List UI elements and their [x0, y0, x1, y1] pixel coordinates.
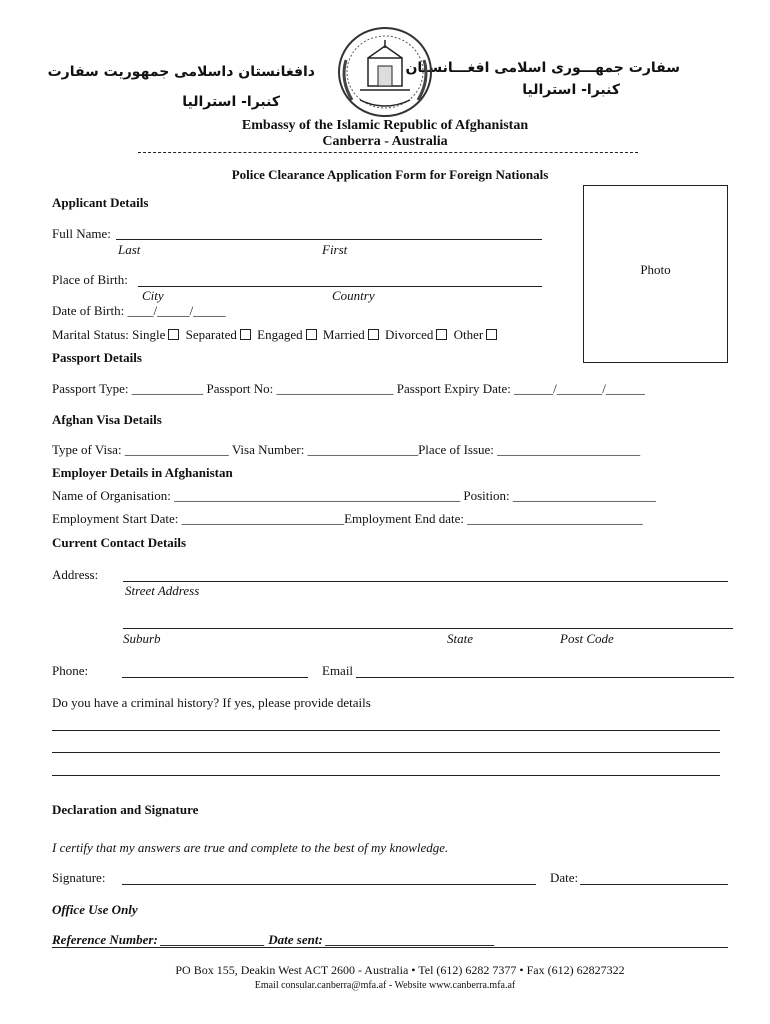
- last-name-caption: Last: [118, 242, 141, 257]
- marital-option-single: Single: [132, 327, 166, 342]
- signature-field[interactable]: [122, 884, 536, 885]
- office-use-heading: Office Use Only: [52, 902, 138, 917]
- postcode-caption: Post Code: [560, 631, 614, 646]
- visa-details-heading: Afghan Visa Details: [52, 412, 162, 427]
- visa-fields[interactable]: Type of Visa: ________________ Visa Number: _________________Place of Issue: ______________________: [52, 442, 641, 457]
- single-checkbox[interactable]: [168, 329, 179, 340]
- photo-label: Photo: [640, 262, 671, 277]
- marital-option-divorced: Divorced: [385, 327, 434, 342]
- country-caption: Country: [332, 288, 375, 303]
- passport-fields[interactable]: Passport Type: ___________ Passport No: __________________ Passport Expiry Date: ______/_______/______: [52, 381, 645, 396]
- office-reference-fields[interactable]: Reference Number: ________________ Date sent: __________________________: [52, 932, 496, 947]
- full-name-label: Full Name:: [52, 226, 111, 241]
- separated-checkbox[interactable]: [240, 329, 251, 340]
- place-of-birth-label: Place of Birth:: [52, 272, 128, 287]
- full-name-field[interactable]: [116, 239, 542, 240]
- organisation-fields[interactable]: Name of Organisation: ____________________________________________ Position: ______________________: [52, 488, 656, 503]
- right-persian-heading: سفارت جمهـــوری اسلامی افغـــانستان: [405, 60, 680, 76]
- marital-status-label: Marital Status:: [52, 327, 129, 342]
- left-persian-heading: دافغانستان داسلامی جمهوریت سفارت: [47, 64, 315, 80]
- date-label: Date:: [550, 870, 579, 885]
- other-checkbox[interactable]: [486, 329, 497, 340]
- passport-details-heading: Passport Details: [52, 350, 142, 365]
- date-field[interactable]: [580, 884, 728, 885]
- phone-label: Phone:: [52, 663, 89, 678]
- engaged-checkbox[interactable]: [306, 329, 317, 340]
- email-label: Email: [322, 663, 354, 678]
- employment-date-fields[interactable]: Employment Start Date: _________________________Employment End date: ___________________________: [52, 511, 643, 526]
- street-address-field[interactable]: [123, 581, 728, 582]
- form-title: Police Clearance Application Form for Foreign Nationals: [231, 167, 549, 182]
- footer-address: PO Box 155, Deakin West ACT 2600 - Australia • Tel (612) 6282 7377 • Fax (612) 62827322: [175, 963, 625, 977]
- date-of-birth-field[interactable]: Date of Birth: ____/_____/_____: [52, 303, 226, 318]
- marital-option-married: Married: [322, 327, 365, 342]
- divorced-checkbox[interactable]: [436, 329, 447, 340]
- embassy-title: Embassy of the Islamic Republic of Afghanistan: [241, 118, 529, 133]
- marital-option-separated: Separated: [185, 327, 237, 342]
- header-separator: [138, 152, 638, 153]
- criminal-details-line-1[interactable]: [52, 730, 720, 731]
- state-caption: State: [447, 631, 473, 646]
- left-persian-subheading: کنبرا- استرالیا: [182, 94, 280, 110]
- afghanistan-emblem-icon: [330, 20, 440, 120]
- street-address-caption: Street Address: [125, 583, 200, 598]
- place-of-birth-field[interactable]: [138, 286, 542, 287]
- employer-details-heading: Employer Details in Afghanistan: [52, 465, 233, 480]
- suburb-caption: Suburb: [123, 631, 161, 646]
- marital-option-other: Other: [453, 327, 484, 342]
- first-name-caption: First: [322, 242, 348, 257]
- criminal-history-question: Do you have a criminal history? If yes, please provide details: [52, 695, 371, 710]
- marital-status-row: [52, 327, 500, 343]
- photo-box: [583, 185, 728, 363]
- right-persian-subheading: کنبرا- استرالیا: [522, 82, 620, 98]
- declaration-statement: I certify that my answers are true and complete to the best of my knowledge.: [52, 840, 449, 855]
- married-checkbox[interactable]: [368, 329, 379, 340]
- criminal-details-line-2[interactable]: [52, 752, 720, 753]
- declaration-heading: Declaration and Signature: [52, 802, 199, 817]
- contact-details-heading: Current Contact Details: [52, 535, 187, 550]
- phone-field[interactable]: [122, 677, 308, 678]
- applicant-details-heading: Applicant Details: [52, 195, 149, 210]
- email-field[interactable]: [356, 677, 734, 678]
- office-underline: [52, 947, 728, 948]
- criminal-details-line-3[interactable]: [52, 775, 720, 776]
- suburb-state-postcode-field[interactable]: [123, 628, 733, 629]
- signature-label: Signature:: [52, 870, 106, 885]
- marital-option-engaged: Engaged: [257, 327, 303, 342]
- embassy-location: Canberra - Australia: [322, 134, 448, 149]
- city-caption: City: [142, 288, 164, 303]
- footer-contact: Email consular.canberra@mfa.af - Website www.canberra.mfa.af: [254, 980, 516, 991]
- address-label: Address:: [52, 567, 99, 582]
